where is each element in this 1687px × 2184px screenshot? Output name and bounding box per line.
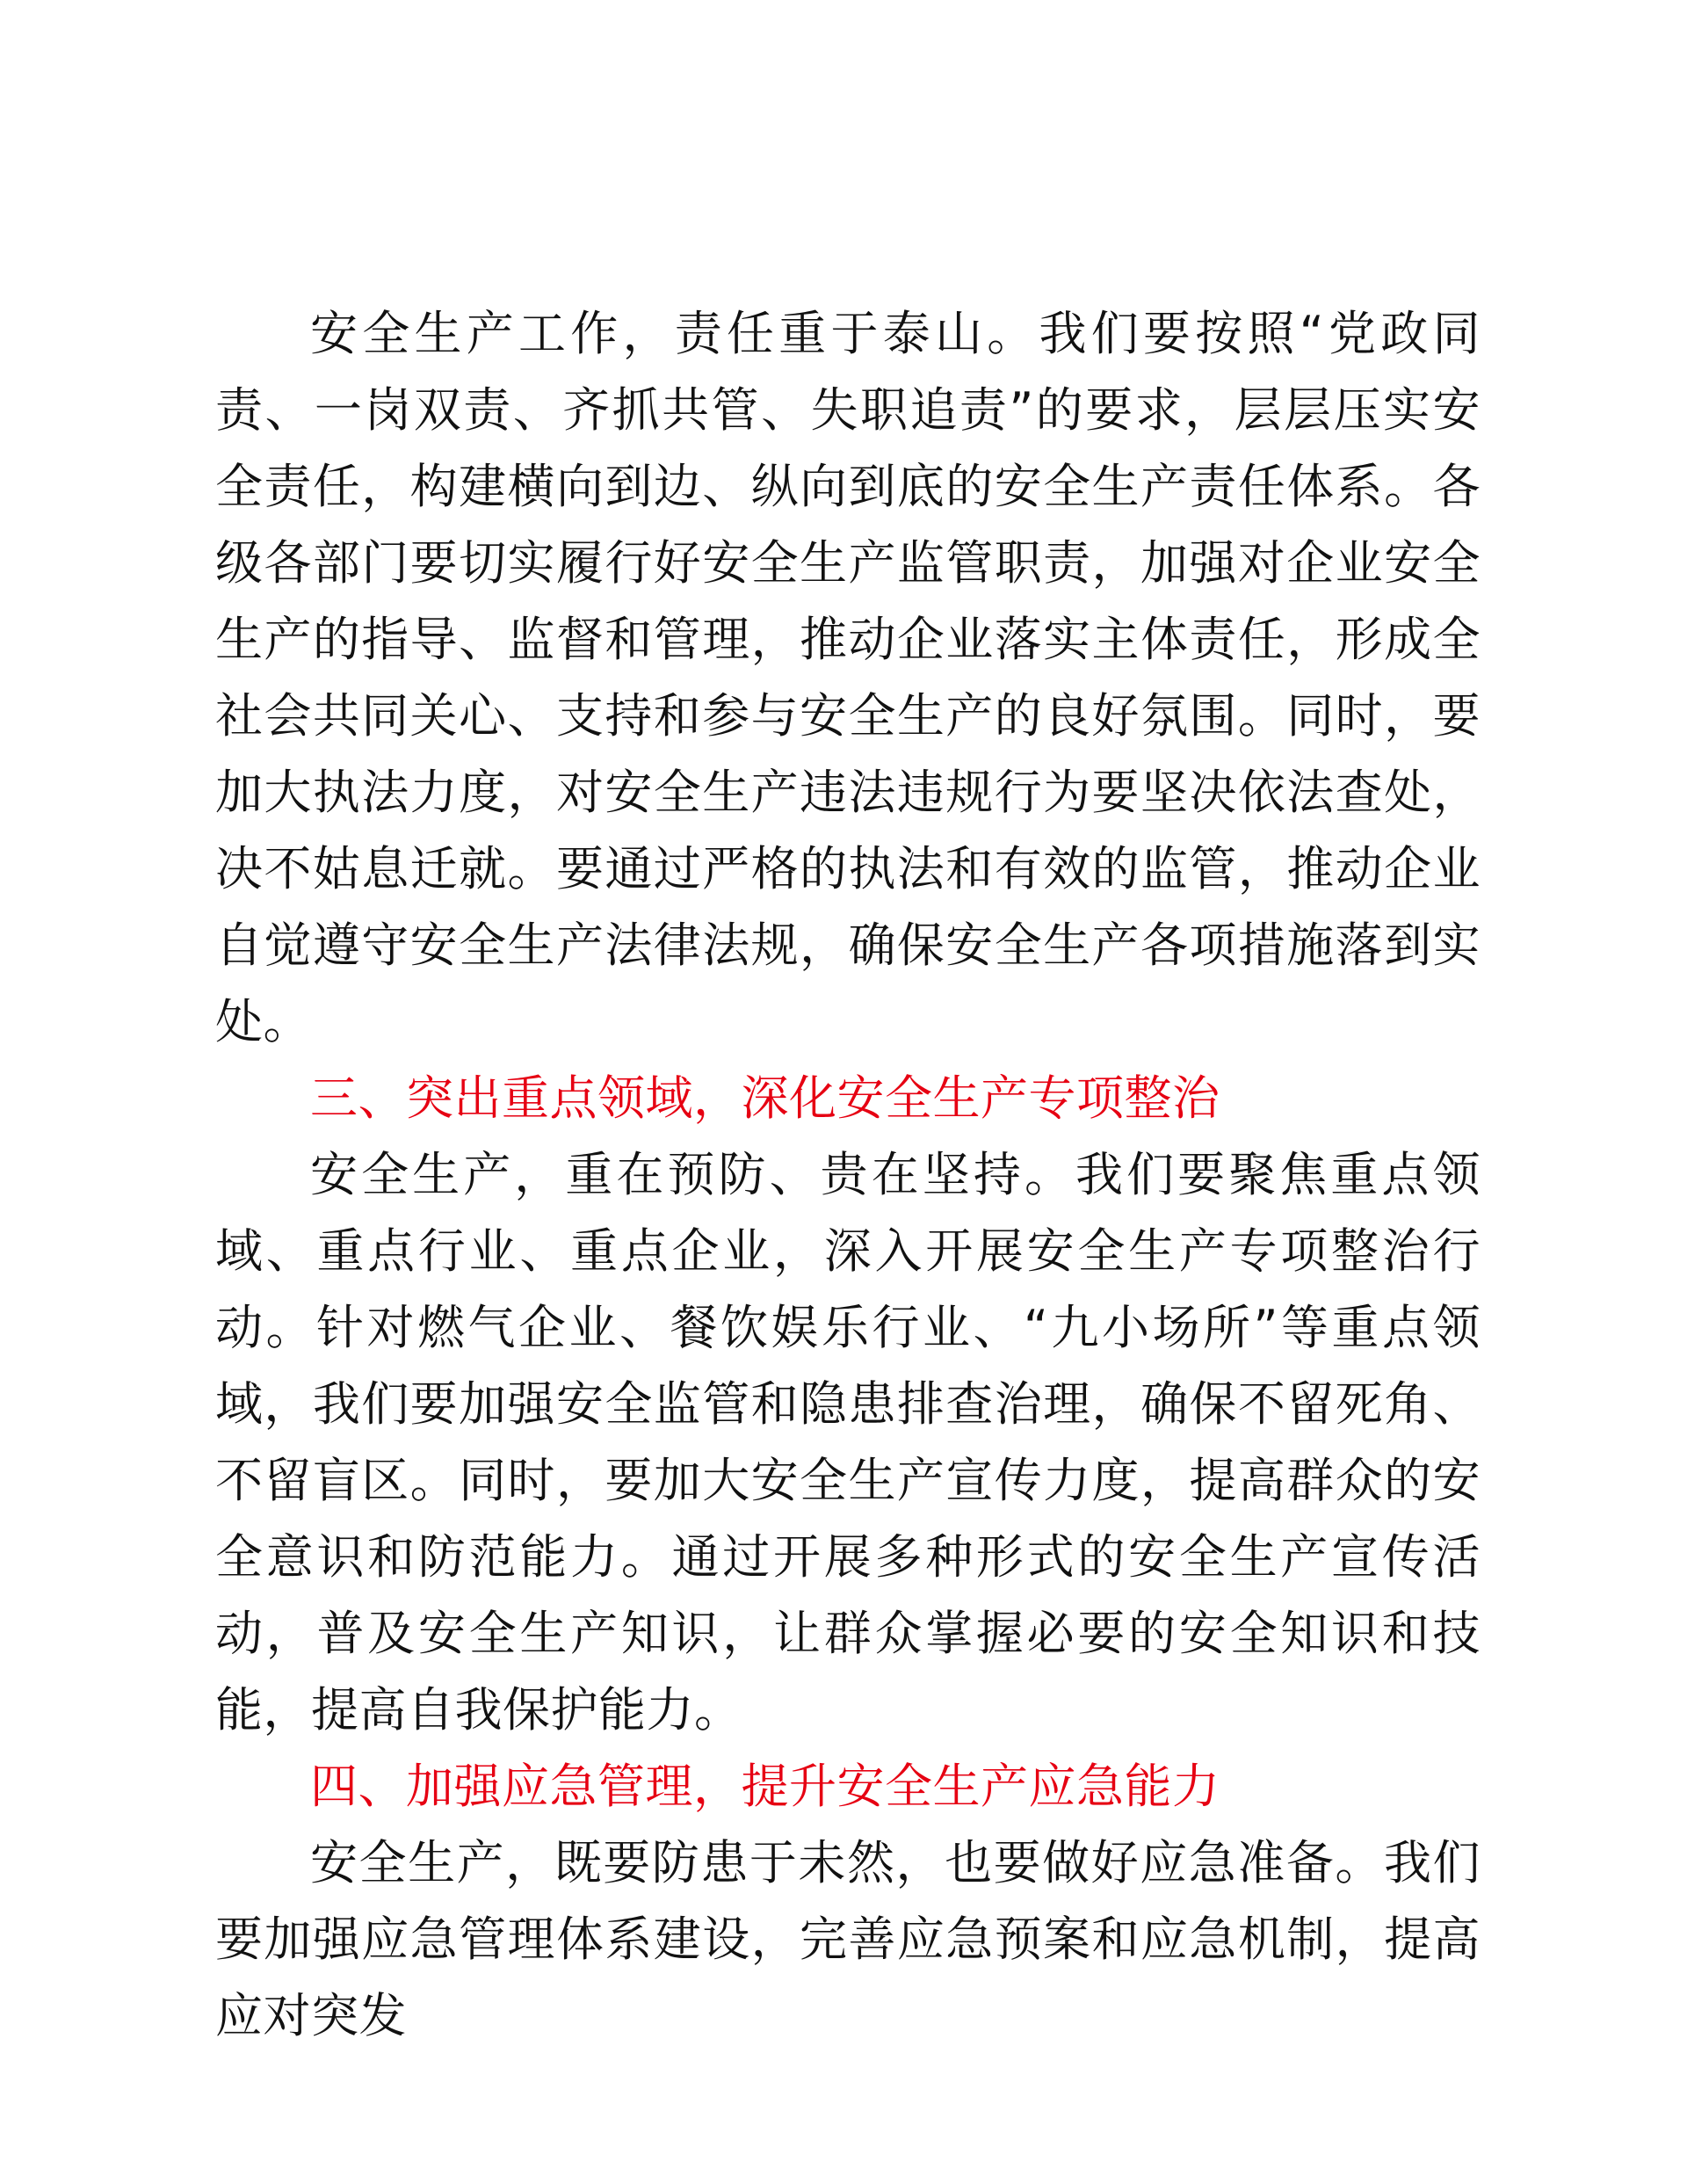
- section-heading-3: 三、突出重点领域，深化安全生产专项整治: [310, 1070, 1220, 1126]
- section-heading-4: 四、加强应急管理，提升安全生产应急能力: [310, 1759, 1220, 1814]
- document-body: [215, 295, 1481, 2054]
- paragraph-special-rectification: 安全生产，重在预防、贵在坚持。我们要聚焦重点领域、重点行业、重点企业，深入开展安全生产专项整治行动。针对燃气企业、餐饮娱乐行业、“九小场所”等重点领域，我们要加强安全监管和隐患排查治理，确保不留死角、不留盲区。同时，要加大安全生产宣传力度，提高群众的安全意识和防范能力。通过开展多种形式的安全生产宣传活动，普及安全生产知识，让群众掌握必要的安全知识和技能，提高自我保护能力。: [215, 1147, 1481, 1738]
- paragraph-emergency-management: 安全生产，既要防患于未然，也要做好应急准备。我们要加强应急管理体系建设，完善应急预案和应急机制，提高应对突发: [215, 1835, 1481, 2043]
- paragraph-responsibility: 安全生产工作，责任重于泰山。我们要按照“党政同责、一岗双责、齐抓共管、失职追责”的要求，层层压实安全责任，构建横向到边、纵向到底的安全生产责任体系。各级各部门要切实履行好安全生产监管职责，加强对企业安全生产的指导、监督和管理，推动企业落实主体责任，形成全社会共同关心、支持和参与安全生产的良好氛围。同时，要加大执法力度，对安全生产违法违规行为要坚决依法查处，决不姑息迁就。要通过严格的执法和有效的监管，推动企业自觉遵守安全生产法律法规，确保安全生产各项措施落到实处。: [215, 306, 1481, 1049]
